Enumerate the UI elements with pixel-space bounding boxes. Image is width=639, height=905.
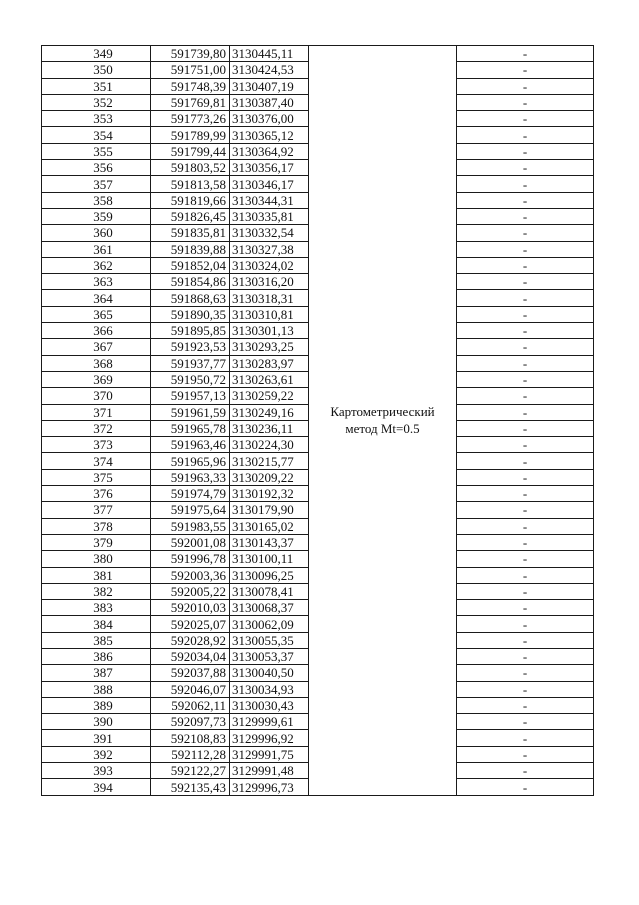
x-coordinate-cell: 591854,86	[151, 274, 230, 290]
point-number-cell: 377	[42, 502, 151, 518]
y-coordinate-cell: 3130040,50	[230, 665, 309, 681]
x-coordinate-cell: 592062,11	[151, 697, 230, 713]
point-number-cell: 349	[42, 46, 151, 62]
value-cell: -	[457, 583, 594, 599]
x-coordinate-cell: 591963,46	[151, 437, 230, 453]
value-cell: -	[457, 192, 594, 208]
point-number-cell: 352	[42, 94, 151, 110]
value-cell: -	[457, 632, 594, 648]
x-coordinate-cell: 592003,36	[151, 567, 230, 583]
value-cell: -	[457, 160, 594, 176]
x-coordinate-cell: 591983,55	[151, 518, 230, 534]
x-coordinate-cell: 591819,66	[151, 192, 230, 208]
value-cell: -	[457, 437, 594, 453]
y-coordinate-cell: 3129996,73	[230, 779, 309, 795]
y-coordinate-cell: 3130215,77	[230, 453, 309, 469]
point-number-cell: 350	[42, 62, 151, 78]
x-coordinate-cell: 591773,26	[151, 111, 230, 127]
value-cell: -	[457, 257, 594, 273]
x-coordinate-cell: 592028,92	[151, 632, 230, 648]
value-cell: -	[457, 648, 594, 664]
point-number-cell: 390	[42, 714, 151, 730]
x-coordinate-cell: 592001,08	[151, 534, 230, 550]
value-cell: -	[457, 502, 594, 518]
x-coordinate-cell: 591852,04	[151, 257, 230, 273]
point-number-cell: 360	[42, 225, 151, 241]
x-coordinate-cell: 591996,78	[151, 551, 230, 567]
point-number-cell: 380	[42, 551, 151, 567]
value-cell: -	[457, 730, 594, 746]
x-coordinate-cell: 591813,58	[151, 176, 230, 192]
y-coordinate-cell: 3130310,81	[230, 306, 309, 322]
y-coordinate-cell: 3129991,48	[230, 763, 309, 779]
y-coordinate-cell: 3130192,32	[230, 486, 309, 502]
point-number-cell: 373	[42, 437, 151, 453]
point-number-cell: 358	[42, 192, 151, 208]
point-number-cell: 378	[42, 518, 151, 534]
point-number-cell: 355	[42, 143, 151, 159]
point-number-cell: 353	[42, 111, 151, 127]
x-coordinate-cell: 591868,63	[151, 290, 230, 306]
point-number-cell: 369	[42, 371, 151, 387]
x-coordinate-cell: 591950,72	[151, 371, 230, 387]
point-number-cell: 364	[42, 290, 151, 306]
table-row	[42, 46, 594, 62]
y-coordinate-cell: 3130179,90	[230, 502, 309, 518]
point-number-cell: 385	[42, 632, 151, 648]
y-coordinate-cell: 3130407,19	[230, 78, 309, 94]
value-cell: -	[457, 746, 594, 762]
point-number-cell: 384	[42, 616, 151, 632]
x-coordinate-cell: 591965,96	[151, 453, 230, 469]
y-coordinate-cell: 3130249,16	[230, 404, 309, 420]
y-coordinate-cell: 3130100,11	[230, 551, 309, 567]
value-cell: -	[457, 176, 594, 192]
y-coordinate-cell: 3130335,81	[230, 208, 309, 224]
point-number-cell: 361	[42, 241, 151, 257]
value-cell: -	[457, 274, 594, 290]
y-coordinate-cell: 3130332,54	[230, 225, 309, 241]
point-number-cell: 363	[42, 274, 151, 290]
y-coordinate-cell: 3130068,37	[230, 600, 309, 616]
point-number-cell: 368	[42, 355, 151, 371]
method-cell: Картометрический метод Mt=0.5	[309, 46, 457, 796]
value-cell: -	[457, 355, 594, 371]
point-number-cell: 359	[42, 208, 151, 224]
y-coordinate-cell: 3130030,43	[230, 697, 309, 713]
point-number-cell: 381	[42, 567, 151, 583]
x-coordinate-cell: 592046,07	[151, 681, 230, 697]
y-coordinate-cell: 3130324,02	[230, 257, 309, 273]
y-coordinate-cell: 3130055,35	[230, 632, 309, 648]
x-coordinate-cell: 592097,73	[151, 714, 230, 730]
value-cell: -	[457, 371, 594, 387]
value-cell: -	[457, 388, 594, 404]
point-number-cell: 383	[42, 600, 151, 616]
y-coordinate-cell: 3130346,17	[230, 176, 309, 192]
point-number-cell: 351	[42, 78, 151, 94]
y-coordinate-cell: 3130034,93	[230, 681, 309, 697]
x-coordinate-cell: 591923,53	[151, 339, 230, 355]
y-coordinate-cell: 3130316,20	[230, 274, 309, 290]
x-coordinate-cell: 591799,44	[151, 143, 230, 159]
value-cell: -	[457, 62, 594, 78]
point-number-cell: 365	[42, 306, 151, 322]
coordinates-table-body	[42, 46, 594, 796]
value-cell: -	[457, 306, 594, 322]
x-coordinate-cell: 592010,03	[151, 600, 230, 616]
point-number-cell: 387	[42, 665, 151, 681]
point-number-cell: 374	[42, 453, 151, 469]
point-number-cell: 372	[42, 420, 151, 436]
x-coordinate-cell: 592037,88	[151, 665, 230, 681]
y-coordinate-cell: 3130209,22	[230, 469, 309, 485]
y-coordinate-cell: 3130344,31	[230, 192, 309, 208]
x-coordinate-cell: 591937,77	[151, 355, 230, 371]
y-coordinate-cell: 3130301,13	[230, 323, 309, 339]
value-cell: -	[457, 763, 594, 779]
point-number-cell: 356	[42, 160, 151, 176]
value-cell: -	[457, 714, 594, 730]
value-cell: -	[457, 208, 594, 224]
y-coordinate-cell: 3130445,11	[230, 46, 309, 62]
x-coordinate-cell: 591957,13	[151, 388, 230, 404]
value-cell: -	[457, 127, 594, 143]
point-number-cell: 362	[42, 257, 151, 273]
value-cell: -	[457, 534, 594, 550]
value-cell: -	[457, 665, 594, 681]
x-coordinate-cell: 591789,99	[151, 127, 230, 143]
y-coordinate-cell: 3130053,37	[230, 648, 309, 664]
x-coordinate-cell: 591974,79	[151, 486, 230, 502]
y-coordinate-cell: 3129996,92	[230, 730, 309, 746]
y-coordinate-cell: 3130327,38	[230, 241, 309, 257]
value-cell: -	[457, 111, 594, 127]
value-cell: -	[457, 94, 594, 110]
y-coordinate-cell: 3130365,12	[230, 127, 309, 143]
value-cell: -	[457, 616, 594, 632]
value-cell: -	[457, 551, 594, 567]
value-cell: -	[457, 323, 594, 339]
point-number-cell: 354	[42, 127, 151, 143]
y-coordinate-cell: 3130376,00	[230, 111, 309, 127]
value-cell: -	[457, 290, 594, 306]
y-coordinate-cell: 3130096,25	[230, 567, 309, 583]
point-number-cell: 391	[42, 730, 151, 746]
value-cell: -	[457, 681, 594, 697]
x-coordinate-cell: 591975,64	[151, 502, 230, 518]
y-coordinate-cell: 3129999,61	[230, 714, 309, 730]
coordinates-table	[41, 45, 594, 796]
y-coordinate-cell: 3130259,22	[230, 388, 309, 404]
x-coordinate-cell: 592112,28	[151, 746, 230, 762]
x-coordinate-cell: 591961,59	[151, 404, 230, 420]
y-coordinate-cell: 3130283,97	[230, 355, 309, 371]
x-coordinate-cell: 591739,80	[151, 46, 230, 62]
y-coordinate-cell: 3130165,02	[230, 518, 309, 534]
x-coordinate-cell: 592034,04	[151, 648, 230, 664]
value-cell: -	[457, 600, 594, 616]
value-cell: -	[457, 241, 594, 257]
value-cell: -	[457, 339, 594, 355]
value-cell: -	[457, 567, 594, 583]
x-coordinate-cell: 591895,85	[151, 323, 230, 339]
point-number-cell: 370	[42, 388, 151, 404]
y-coordinate-cell: 3130078,41	[230, 583, 309, 599]
y-coordinate-cell: 3130143,37	[230, 534, 309, 550]
y-coordinate-cell: 3130424,53	[230, 62, 309, 78]
x-coordinate-cell: 591839,88	[151, 241, 230, 257]
y-coordinate-cell: 3130318,31	[230, 290, 309, 306]
point-number-cell: 388	[42, 681, 151, 697]
point-number-cell: 375	[42, 469, 151, 485]
y-coordinate-cell: 3130356,17	[230, 160, 309, 176]
value-cell: -	[457, 143, 594, 159]
value-cell: -	[457, 453, 594, 469]
point-number-cell: 394	[42, 779, 151, 795]
x-coordinate-cell: 592135,43	[151, 779, 230, 795]
y-coordinate-cell: 3129991,75	[230, 746, 309, 762]
y-coordinate-cell: 3130236,11	[230, 420, 309, 436]
value-cell: -	[457, 78, 594, 94]
value-cell: -	[457, 225, 594, 241]
y-coordinate-cell: 3130364,92	[230, 143, 309, 159]
point-number-cell: 379	[42, 534, 151, 550]
point-number-cell: 366	[42, 323, 151, 339]
point-number-cell: 382	[42, 583, 151, 599]
point-number-cell: 389	[42, 697, 151, 713]
y-coordinate-cell: 3130293,25	[230, 339, 309, 355]
point-number-cell: 386	[42, 648, 151, 664]
x-coordinate-cell: 591835,81	[151, 225, 230, 241]
value-cell: -	[457, 486, 594, 502]
point-number-cell: 371	[42, 404, 151, 420]
x-coordinate-cell: 591826,45	[151, 208, 230, 224]
point-number-cell: 393	[42, 763, 151, 779]
value-cell: -	[457, 697, 594, 713]
value-cell: -	[457, 469, 594, 485]
value-cell: -	[457, 46, 594, 62]
x-coordinate-cell: 591965,78	[151, 420, 230, 436]
value-cell: -	[457, 404, 594, 420]
x-coordinate-cell: 591769,81	[151, 94, 230, 110]
point-number-cell: 357	[42, 176, 151, 192]
x-coordinate-cell: 591963,33	[151, 469, 230, 485]
y-coordinate-cell: 3130224,30	[230, 437, 309, 453]
x-coordinate-cell: 592122,27	[151, 763, 230, 779]
value-cell: -	[457, 518, 594, 534]
value-cell: -	[457, 420, 594, 436]
x-coordinate-cell: 592108,83	[151, 730, 230, 746]
x-coordinate-cell: 592005,22	[151, 583, 230, 599]
y-coordinate-cell: 3130062,09	[230, 616, 309, 632]
point-number-cell: 376	[42, 486, 151, 502]
y-coordinate-cell: 3130263,61	[230, 371, 309, 387]
x-coordinate-cell: 591890,35	[151, 306, 230, 322]
x-coordinate-cell: 591803,52	[151, 160, 230, 176]
y-coordinate-cell: 3130387,40	[230, 94, 309, 110]
x-coordinate-cell: 592025,07	[151, 616, 230, 632]
value-cell: -	[457, 779, 594, 795]
point-number-cell: 392	[42, 746, 151, 762]
point-number-cell: 367	[42, 339, 151, 355]
x-coordinate-cell: 591748,39	[151, 78, 230, 94]
x-coordinate-cell: 591751,00	[151, 62, 230, 78]
